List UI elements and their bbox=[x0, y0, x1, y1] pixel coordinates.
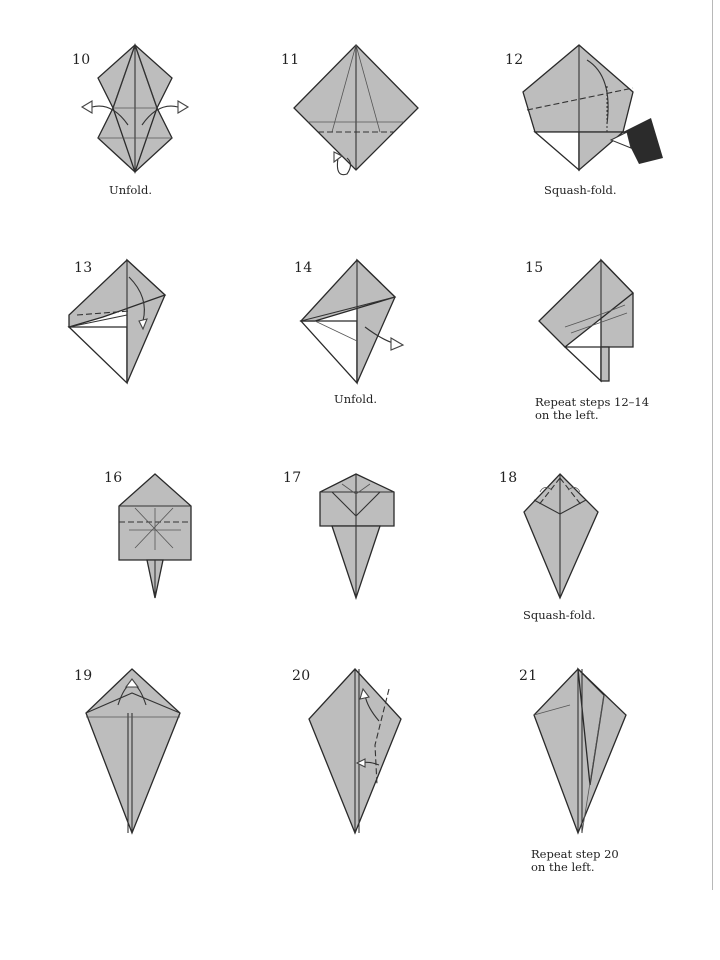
page-edge bbox=[712, 0, 713, 890]
step-14-caption: Unfold. bbox=[334, 392, 377, 406]
step-13-number: 13 bbox=[74, 260, 93, 276]
step-21-number: 21 bbox=[519, 668, 538, 684]
step-14-diagram bbox=[295, 255, 410, 390]
step-19-diagram bbox=[82, 665, 186, 837]
step-12-number: 12 bbox=[505, 52, 524, 68]
step-12-diagram bbox=[515, 40, 665, 185]
step-10-number: 10 bbox=[72, 52, 91, 68]
step-11-diagram bbox=[290, 40, 425, 185]
step-16-diagram bbox=[115, 470, 195, 600]
bottom-margin bbox=[0, 890, 720, 960]
step-18-number: 18 bbox=[499, 470, 518, 486]
step-10-diagram bbox=[70, 40, 200, 180]
step-17-diagram bbox=[318, 470, 398, 605]
unfold-arrow-icon bbox=[391, 338, 403, 350]
step-19-number: 19 bbox=[74, 668, 93, 684]
unfold-arrow-icon bbox=[82, 101, 92, 113]
step-18-caption: Squash-fold. bbox=[523, 608, 596, 622]
step-16-number: 16 bbox=[104, 470, 123, 486]
step-21-caption: Repeat step 20 on the left. bbox=[531, 847, 619, 874]
step-20-number: 20 bbox=[292, 668, 311, 684]
step-17-number: 17 bbox=[283, 470, 302, 486]
step-21-diagram bbox=[530, 665, 634, 837]
unfold-arrow-icon bbox=[178, 101, 188, 113]
step-15-caption: Repeat steps 12–14 on the left. bbox=[535, 395, 650, 422]
step-12-caption: Squash-fold. bbox=[544, 183, 617, 197]
step-14-number: 14 bbox=[294, 260, 313, 276]
step-13-diagram bbox=[65, 255, 175, 390]
step-11-number: 11 bbox=[281, 52, 300, 68]
step-18-diagram bbox=[520, 470, 602, 605]
step-20-diagram bbox=[305, 665, 405, 837]
step-15-number: 15 bbox=[525, 260, 544, 276]
step-10-caption: Unfold. bbox=[109, 183, 152, 197]
step-15-diagram bbox=[535, 255, 645, 390]
